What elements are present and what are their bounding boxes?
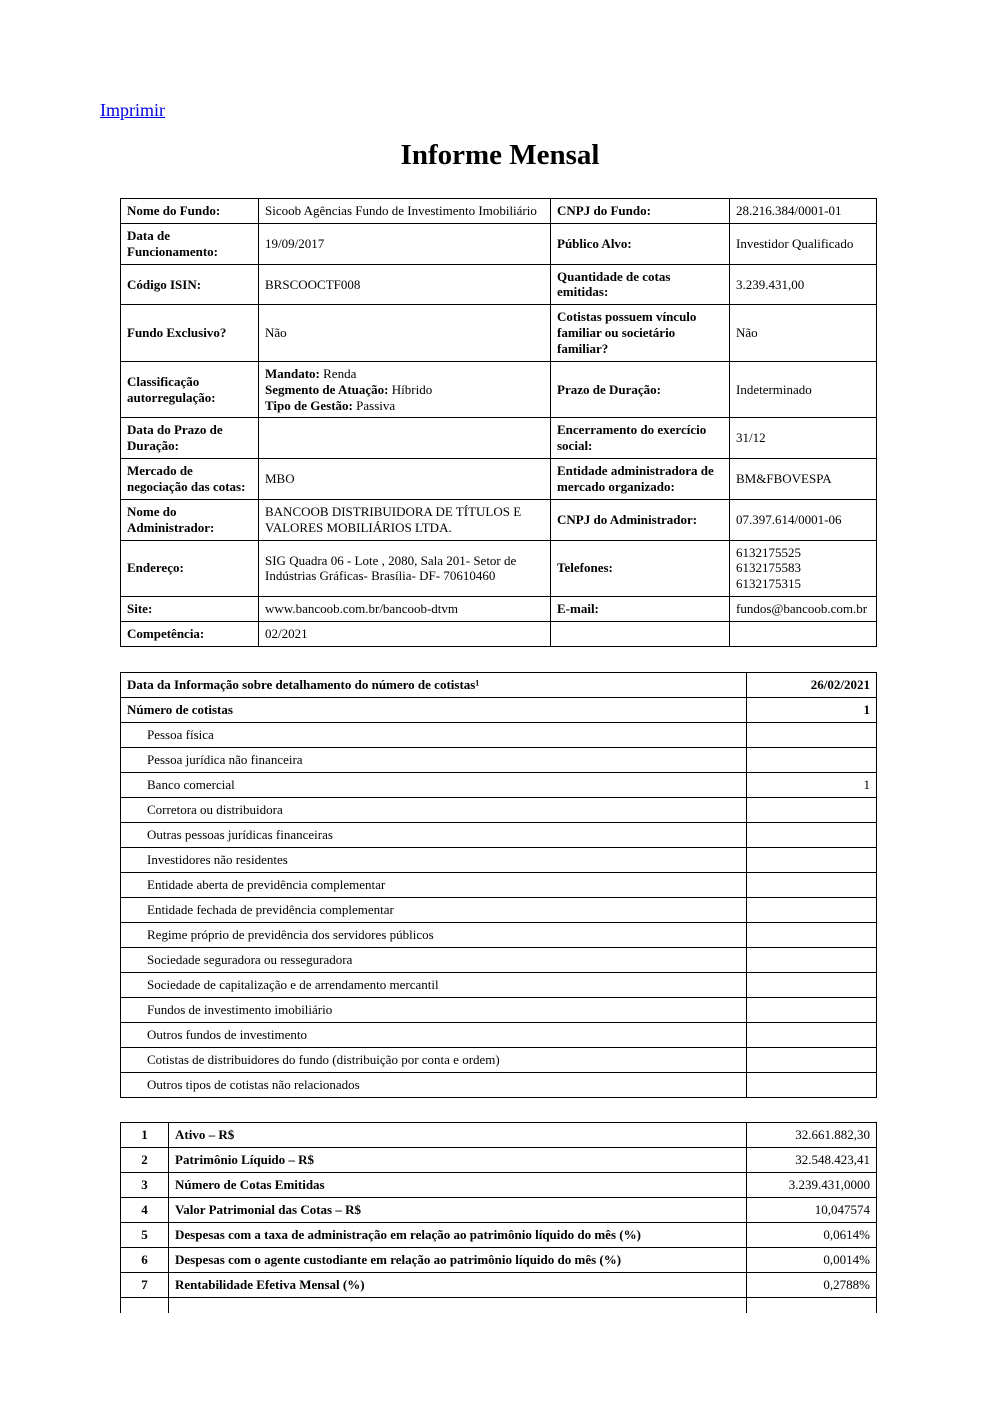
cotista-type-label: Outros tipos de cotistas não relacionados bbox=[121, 1072, 747, 1097]
table-row bbox=[121, 797, 877, 822]
table-row bbox=[121, 264, 877, 305]
row-number-empty bbox=[121, 1297, 169, 1313]
field-label: E-mail: bbox=[551, 597, 730, 622]
table-row bbox=[121, 897, 877, 922]
field-value: 19/09/2017 bbox=[259, 223, 551, 264]
field-value: Não bbox=[730, 305, 877, 362]
row-number: 2 bbox=[121, 1147, 169, 1172]
cotista-type-value bbox=[747, 947, 877, 972]
segmento-label: Segmento de Atuação: bbox=[265, 381, 389, 397]
field-value: 02/2021 bbox=[259, 622, 551, 647]
table-row bbox=[121, 1222, 877, 1247]
table-row bbox=[121, 1072, 877, 1097]
page-title: Informe Mensal bbox=[400, 139, 600, 171]
field-value: Investidor Qualificado bbox=[730, 223, 877, 264]
field-label: Data do Prazo de Duração: bbox=[121, 418, 259, 459]
cotista-type-value bbox=[747, 797, 877, 822]
mandato-label: Mandato: bbox=[265, 365, 320, 381]
cotista-type-label: Fundos de investimento imobiliário bbox=[121, 997, 747, 1022]
cotista-type-label: Cotistas de distribuidores do fundo (distribuição por conta e ordem) bbox=[121, 1047, 747, 1072]
field-label: Mercado de negociação das cotas: bbox=[121, 459, 259, 500]
field-label: Prazo de Duração: bbox=[551, 361, 730, 418]
cotistas-header-value: 26/02/2021 bbox=[747, 672, 877, 697]
field-label: Classificação autorregulação: bbox=[121, 361, 259, 418]
table-row bbox=[121, 872, 877, 897]
metric-value: 0,2788% bbox=[747, 1272, 877, 1297]
cotista-type-value bbox=[747, 872, 877, 897]
table-row bbox=[121, 1272, 877, 1297]
cotista-type-label: Banco comercial bbox=[121, 772, 747, 797]
gestao-line bbox=[265, 398, 544, 414]
table-row bbox=[121, 622, 877, 647]
cotista-type-label: Sociedade seguradora ou resseguradora bbox=[121, 947, 747, 972]
field-label: Quantidade de cotas emitidas: bbox=[551, 264, 730, 305]
cotista-type-value bbox=[747, 1072, 877, 1097]
field-label: Competência: bbox=[121, 622, 259, 647]
gestao-value: Passiva bbox=[356, 397, 396, 413]
print-link[interactable]: Imprimir bbox=[100, 100, 165, 120]
gestao-label: Tipo de Gestão: bbox=[265, 397, 353, 413]
table-row bbox=[121, 1197, 877, 1222]
field-value: www.bancoob.com.br/bancoob-dtvm bbox=[259, 597, 551, 622]
table-row bbox=[121, 972, 877, 997]
field-label: Encerramento do exercício social: bbox=[551, 418, 730, 459]
table-row bbox=[121, 1122, 877, 1147]
row-number: 7 bbox=[121, 1272, 169, 1297]
table-row bbox=[121, 997, 877, 1022]
metric-value: 0,0014% bbox=[747, 1247, 877, 1272]
metric-label: Valor Patrimonial das Cotas – R$ bbox=[169, 1197, 747, 1222]
field-label: CNPJ do Fundo: bbox=[551, 199, 730, 224]
metric-value: 0,0614% bbox=[747, 1222, 877, 1247]
table-row bbox=[121, 1022, 877, 1047]
field-value: 3.239.431,00 bbox=[730, 264, 877, 305]
field-value: BM&FBOVESPA bbox=[730, 459, 877, 500]
report-content bbox=[120, 198, 876, 1313]
field-label: Nome do Fundo: bbox=[121, 199, 259, 224]
field-label: Site: bbox=[121, 597, 259, 622]
field-value-phones bbox=[730, 540, 877, 597]
cotistas-total-value: 1 bbox=[747, 697, 877, 722]
phone-line: 6132175525 bbox=[736, 544, 801, 560]
fund-info-table bbox=[120, 198, 877, 647]
segmento-line bbox=[265, 382, 544, 398]
field-value-classificacao bbox=[259, 361, 551, 418]
cotista-type-label: Entidade aberta de previdência complementar bbox=[121, 872, 747, 897]
phone-line: 6132175315 bbox=[736, 576, 801, 592]
metric-label: Despesas com o agente custodiante em relação ao patrimônio líquido do mês (%) bbox=[169, 1247, 747, 1272]
cotista-type-value bbox=[747, 972, 877, 997]
field-value: 31/12 bbox=[730, 418, 877, 459]
field-label: Cotistas possuem vínculo familiar ou societário familiar? bbox=[551, 305, 730, 362]
cotista-type-label: Pessoa física bbox=[121, 722, 747, 747]
field-value: 07.397.614/0001-06 bbox=[730, 499, 877, 540]
row-number: 6 bbox=[121, 1247, 169, 1272]
metric-label: Despesas com a taxa de administração em relação ao patrimônio líquido do mês (%) bbox=[169, 1222, 747, 1247]
table-row bbox=[121, 361, 877, 418]
field-label: Telefones: bbox=[551, 540, 730, 597]
metric-label: Rentabilidade Efetiva Mensal (%) bbox=[169, 1272, 747, 1297]
field-label: Nome do Administrador: bbox=[121, 499, 259, 540]
table-row bbox=[121, 597, 877, 622]
field-label: Público Alvo: bbox=[551, 223, 730, 264]
cotista-type-label: Regime próprio de previdência dos servidores públicos bbox=[121, 922, 747, 947]
table-row bbox=[121, 305, 877, 362]
table-row bbox=[121, 772, 877, 797]
field-value: Sicoob Agências Fundo de Investimento Imobiliário bbox=[259, 199, 551, 224]
cotista-type-label: Entidade fechada de previdência complementar bbox=[121, 897, 747, 922]
cotista-type-value bbox=[747, 1047, 877, 1072]
cotista-type-value bbox=[747, 897, 877, 922]
metric-label: Número de Cotas Emitidas bbox=[169, 1172, 747, 1197]
row-number: 3 bbox=[121, 1172, 169, 1197]
table-row bbox=[121, 459, 877, 500]
field-value: 28.216.384/0001-01 bbox=[730, 199, 877, 224]
metric-value: 3.239.431,0000 bbox=[747, 1172, 877, 1197]
table-row bbox=[121, 722, 877, 747]
field-empty bbox=[730, 622, 877, 647]
row-number: 4 bbox=[121, 1197, 169, 1222]
cotista-type-value: 1 bbox=[747, 772, 877, 797]
field-value: MBO bbox=[259, 459, 551, 500]
financials-table bbox=[120, 1122, 877, 1314]
field-value: BANCOOB DISTRIBUIDORA DE TÍTULOS E VALORES MOBILIÁRIOS LTDA. bbox=[259, 499, 551, 540]
mandato-value: Renda bbox=[323, 365, 357, 381]
field-label: Data de Funcionamento: bbox=[121, 223, 259, 264]
table-row bbox=[121, 847, 877, 872]
metric-value: 32.661.882,30 bbox=[747, 1122, 877, 1147]
field-label: Código ISIN: bbox=[121, 264, 259, 305]
field-label: Entidade administradora de mercado organizado: bbox=[551, 459, 730, 500]
field-value: Não bbox=[259, 305, 551, 362]
field-value: Indeterminado bbox=[730, 361, 877, 418]
table-row bbox=[121, 540, 877, 597]
cotista-type-value bbox=[747, 822, 877, 847]
row-number: 5 bbox=[121, 1222, 169, 1247]
metric-label: Ativo – R$ bbox=[169, 1122, 747, 1147]
table-row bbox=[121, 499, 877, 540]
cotista-type-label: Sociedade de capitalização e de arrendamento mercantil bbox=[121, 972, 747, 997]
cotista-type-label: Corretora ou distribuidora bbox=[121, 797, 747, 822]
segmento-value: Híbrido bbox=[391, 381, 433, 397]
field-label: CNPJ do Administrador: bbox=[551, 499, 730, 540]
table-row bbox=[121, 418, 877, 459]
mandato-line bbox=[265, 366, 544, 382]
metric-label: Patrimônio Líquido – R$ bbox=[169, 1147, 747, 1172]
field-empty bbox=[551, 622, 730, 647]
phone-line: 6132175583 bbox=[736, 560, 801, 576]
field-value: BRSCOOCTF008 bbox=[259, 264, 551, 305]
table-row bbox=[121, 1147, 877, 1172]
table-row bbox=[121, 947, 877, 972]
cotista-type-label: Investidores não residentes bbox=[121, 847, 747, 872]
table-row bbox=[121, 1172, 877, 1197]
metric-value: 32.548.423,41 bbox=[747, 1147, 877, 1172]
metric-label-empty bbox=[169, 1297, 747, 1313]
cotista-type-label: Outros fundos de investimento bbox=[121, 1022, 747, 1047]
metric-value: 10,047574 bbox=[747, 1197, 877, 1222]
table-row bbox=[121, 697, 877, 722]
metric-value-empty bbox=[747, 1297, 877, 1313]
cotista-type-value bbox=[747, 1022, 877, 1047]
table-row bbox=[121, 672, 877, 697]
table-row bbox=[121, 1047, 877, 1072]
cotistas-header-label: Data da Informação sobre detalhamento do número de cotistas¹ bbox=[121, 672, 747, 697]
field-value: SIG Quadra 06 - Lote , 2080, Sala 201- Setor de Indústrias Gráficas- Brasília- DF- 70610460 bbox=[259, 540, 551, 597]
cotistas-table bbox=[120, 672, 877, 1098]
cotista-type-label: Pessoa jurídica não financeira bbox=[121, 747, 747, 772]
cotista-type-value bbox=[747, 997, 877, 1022]
table-row bbox=[121, 922, 877, 947]
field-label: Fundo Exclusivo? bbox=[121, 305, 259, 362]
row-number: 1 bbox=[121, 1122, 169, 1147]
field-value: fundos@bancoob.com.br bbox=[730, 597, 877, 622]
table-row bbox=[121, 1247, 877, 1272]
cotista-type-value bbox=[747, 847, 877, 872]
cotista-type-value bbox=[747, 722, 877, 747]
cotistas-total-label: Número de cotistas bbox=[121, 697, 747, 722]
table-row bbox=[121, 747, 877, 772]
field-value bbox=[259, 418, 551, 459]
table-row bbox=[121, 199, 877, 224]
table-row-partial bbox=[121, 1297, 877, 1313]
cotista-type-value bbox=[747, 747, 877, 772]
cotista-type-value bbox=[747, 922, 877, 947]
table-row bbox=[121, 223, 877, 264]
field-label: Endereço: bbox=[121, 540, 259, 597]
cotista-type-label: Outras pessoas jurídicas financeiras bbox=[121, 822, 747, 847]
table-row bbox=[121, 822, 877, 847]
